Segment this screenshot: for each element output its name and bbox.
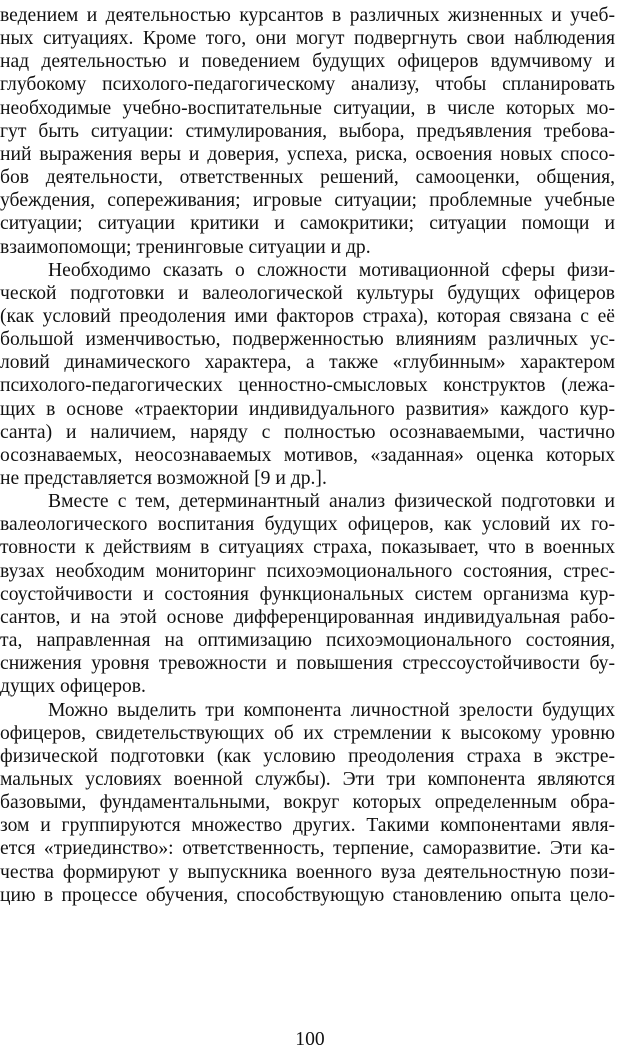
text-line: та, направленная на оптимизацию психоэмоционального состояния, [0,630,615,652]
text-line: осознаваемых, неосознаваемых мотивов, «заданная» оценка которых [0,444,615,466]
text-line: Можно выделить три компонента личностной зрелости будущих [48,699,615,721]
text-line: ловий динамического характера, а также «глубинным» характером [0,352,615,374]
text-line: гут быть ситуации: стимулирования, выбора, предъявления требова- [0,120,615,142]
text-line: большой изменчивостью, подверженностью влияниям различных ус- [0,329,615,351]
text-line: взаимопомощи; тренинговые ситуации и др. [0,236,371,258]
text-line: валеологического воспитания будущих офицеров, как условий их го- [0,514,615,536]
text-line: чества формируют у выпускника военного вуза деятельностную пози- [0,861,615,883]
text-line: убеждения, сопереживания; игровые ситуации; проблемные учебные [0,190,615,212]
text-line: физической подготовки (как условию преодоления страха в экстре- [0,745,615,767]
text-line: офицеров, свидетельствующих об их стремлении к высокому уровню [0,722,615,744]
text-line: необходимые учебно-воспитательные ситуации, в числе которых мо- [0,97,615,119]
text-line: Вместе с тем, детерминантный анализ физической подготовки и [48,491,615,513]
text-line: ний выражения веры и доверия, успеха, риска, освоения новых спосо- [0,143,615,165]
text-line: соустойчивости и состояния функциональных систем организма кур- [0,583,615,605]
text-line: ется «триединство»: ответственность, терпение, саморазвитие. Эти ка- [0,838,615,860]
text-line: мальных условиях военной службы). Эти три компонента являются [0,768,615,790]
text-line: санта) и наличием, наряду с полностью осознаваемыми, частично [0,421,615,443]
text-line: снижения уровня тревожности и повышения стрессоустойчивости бу- [0,653,615,675]
text-line: психолого-педагогических ценностно-смысловых конструктов (лежа- [0,375,615,397]
text-line: Необходимо сказать о сложности мотивационной сферы физи- [48,259,615,281]
text-line: бов деятельности, ответственных решений, самооценки, общения, [0,167,615,189]
text-line: ческой подготовки и валеологической культуры будущих офицеров [0,282,615,304]
text-line: товности к действиям в ситуациях страха, показывает, что в военных [0,537,615,559]
text-line: ситуации; ситуации критики и самокритики; ситуации помощи и [0,213,615,235]
text-line: зом и группируются множество других. Такими компонентами явля- [0,815,615,837]
page-number: 100 [295,1029,325,1050]
text-line: глубокому психолого-педагогическому анализу, чтобы спланировать [0,74,615,96]
text-line: (как условий преодоления ими факторов страха), которая связана с её [0,305,615,327]
text-line: цию в процессе обучения, способствующую становлению опыта цело- [0,884,615,906]
text-line: дущих офицеров. [0,676,146,698]
text-line: щих в основе «траектории индивидуального развития» каждого кур- [0,398,615,420]
text-line: вузах необходим мониторинг психоэмоционального состояния, стрес- [0,560,615,582]
text-line: не представляется возможной [9 и др.]. [0,468,327,489]
text-line: над деятельностью и поведением будущих офицеров вдумчивому и [0,51,615,73]
text-line: базовыми, фундаментальными, вокруг которых определенным обра- [0,792,615,814]
text-line: ных ситуациях. Кроме того, они могут подвергнуть свои наблюдения [0,28,615,50]
text-line: ведением и деятельностью курсантов в различных жизненных и учеб- [0,5,615,26]
text-line: сантов, и на этой основе дифференцированная индивидуальная рабо- [0,606,615,628]
